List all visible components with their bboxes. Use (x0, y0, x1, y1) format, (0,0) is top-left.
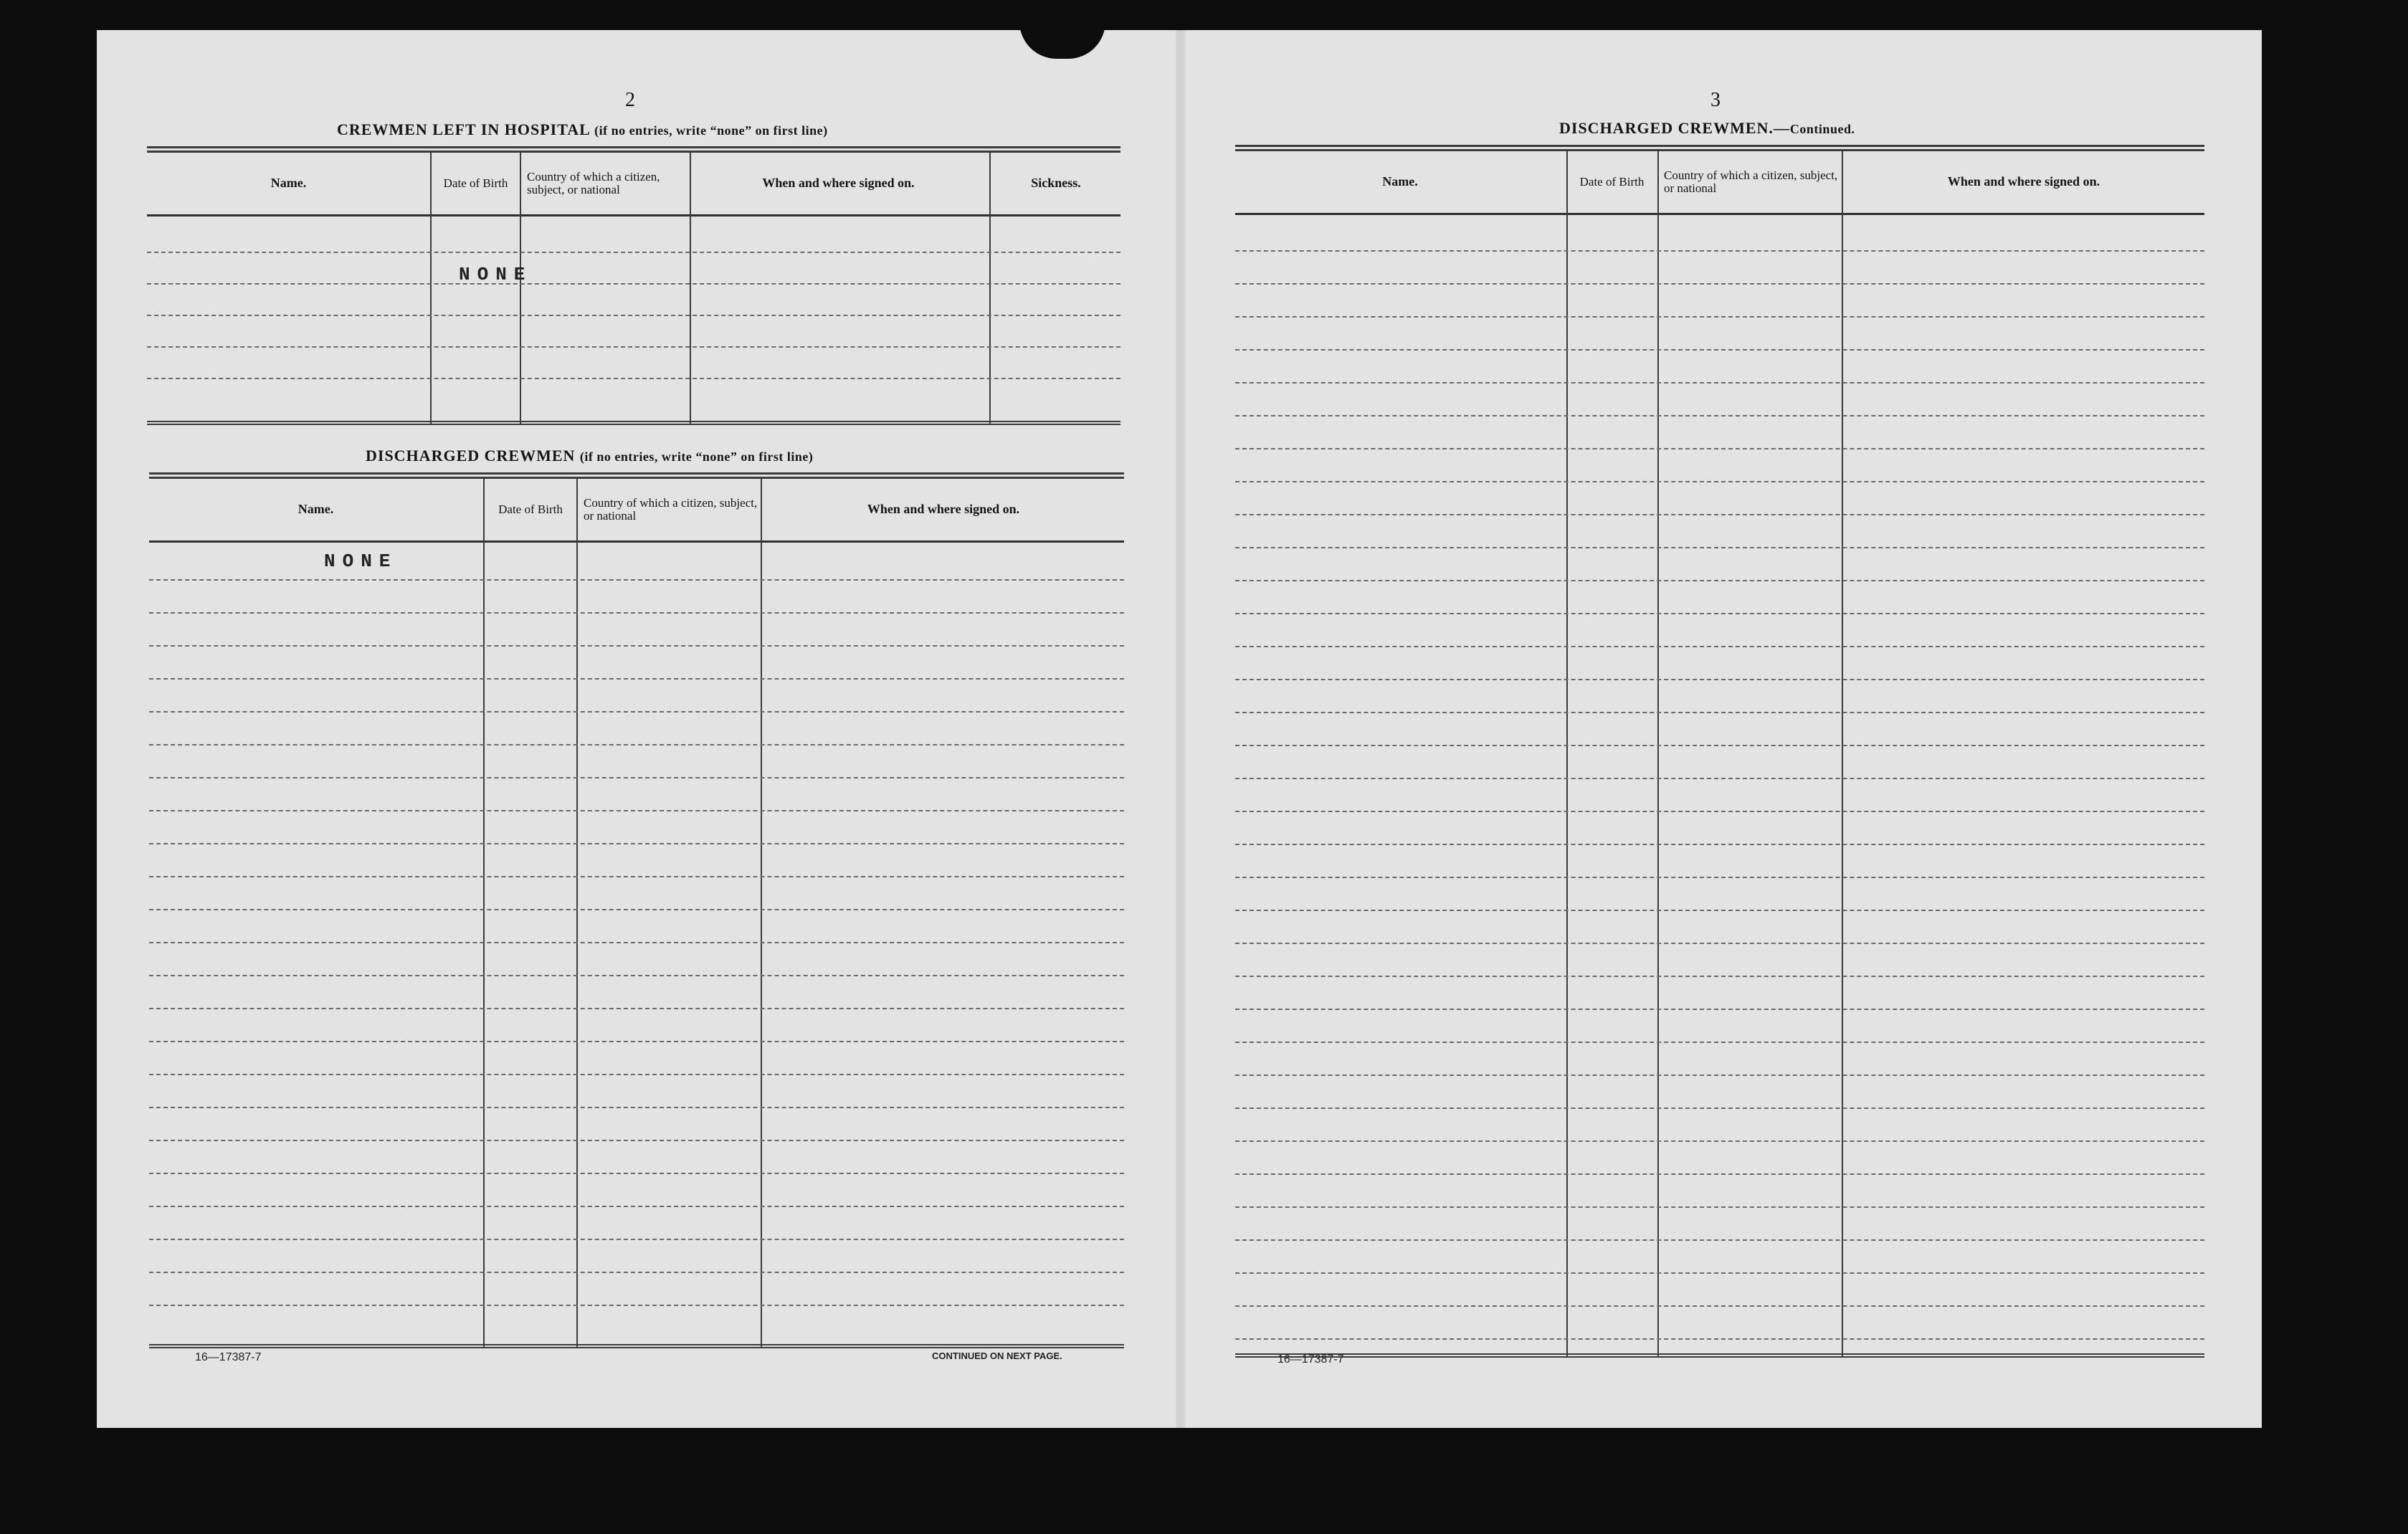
table-row (149, 744, 1124, 745)
table-row (1235, 1075, 2204, 1076)
table-row (149, 1008, 1124, 1009)
table-row (1235, 448, 2204, 449)
table-row (149, 1272, 1124, 1273)
table-row (1235, 1009, 2204, 1010)
table-row (149, 1041, 1124, 1042)
table-row (149, 942, 1124, 943)
table-row (149, 810, 1124, 811)
discharged-table (149, 472, 1124, 1348)
table-row (1235, 250, 2204, 252)
table-row (149, 975, 1124, 976)
table-row (149, 645, 1124, 647)
col-date-of-birth: Date of Birth (443, 176, 508, 191)
table-row (149, 678, 1124, 680)
table-row (149, 711, 1124, 713)
page-number-right: 3 (1710, 89, 1721, 111)
table-row (1235, 778, 2204, 779)
hospital-table-bottom-rule (147, 421, 1120, 425)
discharged-heading (366, 447, 813, 465)
right-heading (1559, 119, 1855, 138)
table-row (1235, 481, 2204, 482)
table-row (1235, 877, 2204, 878)
hospital-table (147, 146, 1120, 425)
col-name: Name. (270, 176, 307, 191)
discharged-instruction: (if no entries, write “none” on first line) (579, 449, 814, 464)
right-discharged-table (1235, 145, 2204, 1358)
page-fold (1176, 30, 1186, 1428)
table-row (149, 1173, 1124, 1174)
col-date-of-birth: Date of Birth (1579, 175, 1645, 189)
table-row (1235, 1173, 2204, 1175)
discharged-entry-none: NONE (324, 551, 398, 572)
col-signed-on: When and where signed on. (762, 176, 915, 191)
table-row (1235, 844, 2204, 845)
col-country: Country of which a citizen, subject, or national (584, 496, 758, 523)
table-row (1235, 811, 2204, 812)
table-row (1235, 976, 2204, 977)
col-signed-on: When and where signed on. (867, 502, 1020, 517)
hospital-table-header (147, 153, 1120, 216)
discharged-title: DISCHARGED CREWMEN (366, 447, 576, 465)
hospital-entry-none: NONE (459, 264, 533, 285)
col-date-of-birth: Date of Birth (498, 502, 563, 517)
table-row (1235, 580, 2204, 581)
table-row (1235, 1272, 2204, 1274)
page-number-left: 2 (625, 89, 635, 111)
table-row (149, 1239, 1124, 1240)
col-name: Name. (1382, 174, 1418, 189)
right-title-suffix: Continued. (1789, 122, 1855, 136)
table-row (149, 1140, 1124, 1141)
table-row (1235, 646, 2204, 647)
table-row (1235, 1042, 2204, 1043)
table-row (1235, 415, 2204, 416)
table-row (149, 777, 1124, 778)
table-row (149, 612, 1124, 614)
table-row (149, 1305, 1124, 1306)
table-row (149, 876, 1124, 877)
col-country: Country of which a citizen, subject, or national (527, 170, 660, 196)
right-table-bottom-rule (1235, 1353, 2204, 1358)
discharged-table-bottom-rule (149, 1344, 1124, 1348)
table-row (1235, 679, 2204, 680)
table-row (1235, 382, 2204, 384)
table-row (1235, 349, 2204, 351)
hospital-heading (337, 120, 828, 139)
table-row (149, 1107, 1124, 1108)
table-row (149, 579, 1124, 581)
hospital-title: CREWMEN LEFT IN HOSPITAL (337, 120, 590, 138)
table-row (149, 843, 1124, 844)
table-row (1235, 283, 2204, 285)
table-row (1235, 1140, 2204, 1142)
table-row (1235, 1305, 2204, 1307)
col-country: Country of which a citizen, subject, or national (1664, 168, 1838, 195)
table-row (1235, 712, 2204, 713)
discharged-table-header (149, 479, 1124, 543)
col-name: Name. (298, 502, 334, 517)
table-row (149, 1206, 1124, 1207)
table-row (1235, 1206, 2204, 1208)
table-row (1235, 1338, 2204, 1340)
table-row (1235, 1239, 2204, 1241)
table-row (149, 1074, 1124, 1075)
col-sickness: Sickness. (1031, 176, 1081, 191)
continued-note: CONTINUED ON NEXT PAGE. (932, 1350, 1062, 1361)
table-row (1235, 910, 2204, 911)
table-row (1235, 1107, 2204, 1109)
right-title: DISCHARGED CREWMEN.— (1559, 119, 1790, 137)
table-row (1235, 943, 2204, 944)
table-row (1235, 514, 2204, 515)
table-row (1235, 745, 2204, 746)
table-row (1235, 547, 2204, 548)
right-table-header (1235, 151, 2204, 215)
table-row (149, 909, 1124, 910)
form-number-left: 16—17387-7 (195, 1351, 262, 1363)
hospital-instruction: (if no entries, write “none” on first line) (594, 123, 828, 138)
table-row (1235, 316, 2204, 318)
form-number-right: 16—17387-7 (1277, 1353, 1344, 1366)
col-signed-on: When and where signed on. (1947, 174, 2100, 189)
table-row (1235, 613, 2204, 614)
